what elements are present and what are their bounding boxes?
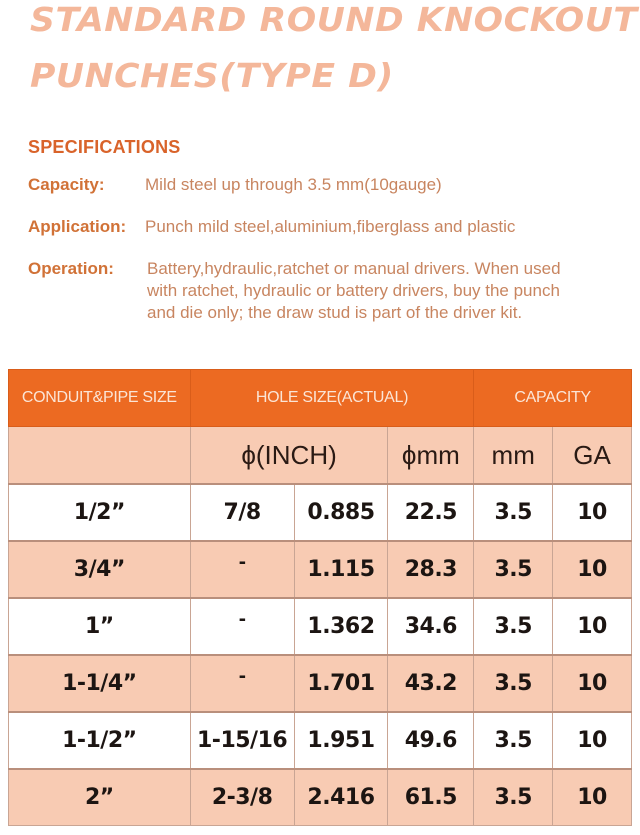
cell-fraction xyxy=(190,541,294,598)
cell-mm: 3.5 xyxy=(474,541,553,598)
cell-ga: 10 xyxy=(553,712,632,769)
cell-ga: 10 xyxy=(553,769,632,826)
table-subheader-row xyxy=(9,427,632,485)
subheader-ga: GA xyxy=(553,427,632,485)
cell-mm-diameter: 34.6 xyxy=(388,598,474,655)
cell-mm-diameter: 28.3 xyxy=(388,541,474,598)
cell-mm-diameter: 49.6 xyxy=(388,712,474,769)
cell-mm-diameter: 61.5 xyxy=(388,769,474,826)
cell-fraction: 7/8 xyxy=(190,484,294,541)
dash-placeholder: - xyxy=(238,609,246,630)
subheader-mm-diameter: ϕmm xyxy=(388,427,474,485)
subheader-empty xyxy=(9,427,191,485)
table-row xyxy=(9,484,632,541)
subheader-mm: mm xyxy=(474,427,553,485)
spec-value-line: and die only; the draw stud is part of the driver kit. xyxy=(147,303,523,322)
cell-ga: 10 xyxy=(553,655,632,712)
cell-size: 1-1/4” xyxy=(9,655,191,712)
cell-mm: 3.5 xyxy=(474,712,553,769)
punch-size-table xyxy=(8,369,632,826)
cell-mm: 3.5 xyxy=(474,598,553,655)
spec-value: Punch mild steel,aluminium,fiberglass and plastic xyxy=(145,217,516,236)
cell-mm-diameter: 22.5 xyxy=(388,484,474,541)
table-row xyxy=(9,598,632,655)
page-title-line-1: STANDARD ROUND KNOCKOUT xyxy=(30,0,638,39)
cell-size: 1” xyxy=(9,598,191,655)
cell-ga: 10 xyxy=(553,541,632,598)
spec-value-line: Battery,hydraulic,ratchet or manual drivers. When used xyxy=(147,259,561,278)
table-row xyxy=(9,541,632,598)
table-row xyxy=(9,769,632,826)
cell-inch: 0.885 xyxy=(294,484,388,541)
cell-fraction xyxy=(190,655,294,712)
header-capacity: CAPACITY xyxy=(474,370,632,427)
cell-inch: 1.362 xyxy=(294,598,388,655)
cell-ga: 10 xyxy=(553,484,632,541)
table-row xyxy=(9,655,632,712)
spec-label: Capacity: xyxy=(28,175,105,194)
cell-fraction: 1-15/16 xyxy=(190,712,294,769)
subheader-inch: ϕ(INCH) xyxy=(190,427,388,485)
page-title-line-2: PUNCHES(TYPE D) xyxy=(30,56,394,95)
cell-mm: 3.5 xyxy=(474,769,553,826)
cell-inch: 2.416 xyxy=(294,769,388,826)
table-row xyxy=(9,712,632,769)
spec-label: Application: xyxy=(28,217,127,236)
spec-value: Mild steel up through 3.5 mm(10gauge) xyxy=(145,175,442,194)
spec-label: Operation: xyxy=(28,259,114,278)
cell-mm-diameter: 43.2 xyxy=(388,655,474,712)
cell-inch: 1.951 xyxy=(294,712,388,769)
spec-value-line: with ratchet, hydraulic or battery drivers, buy the punch xyxy=(147,281,560,300)
cell-mm: 3.5 xyxy=(474,655,553,712)
cell-size: 2” xyxy=(9,769,191,826)
cell-fraction xyxy=(190,598,294,655)
cell-mm: 3.5 xyxy=(474,484,553,541)
specifications-heading: SPECIFICATIONS xyxy=(28,137,181,157)
header-hole-size: HOLE SIZE(ACTUAL) xyxy=(190,370,474,427)
cell-size: 1/2” xyxy=(9,484,191,541)
cell-size: 1-1/2” xyxy=(9,712,191,769)
cell-inch: 1.115 xyxy=(294,541,388,598)
dash-placeholder: - xyxy=(238,552,246,573)
cell-size: 3/4” xyxy=(9,541,191,598)
cell-fraction: 2-3/8 xyxy=(190,769,294,826)
cell-ga: 10 xyxy=(553,598,632,655)
cell-inch: 1.701 xyxy=(294,655,388,712)
header-conduit-pipe-size: CONDUIT&PIPE SIZE xyxy=(9,370,191,427)
table-header-row xyxy=(9,370,632,427)
dash-placeholder: - xyxy=(238,666,246,687)
